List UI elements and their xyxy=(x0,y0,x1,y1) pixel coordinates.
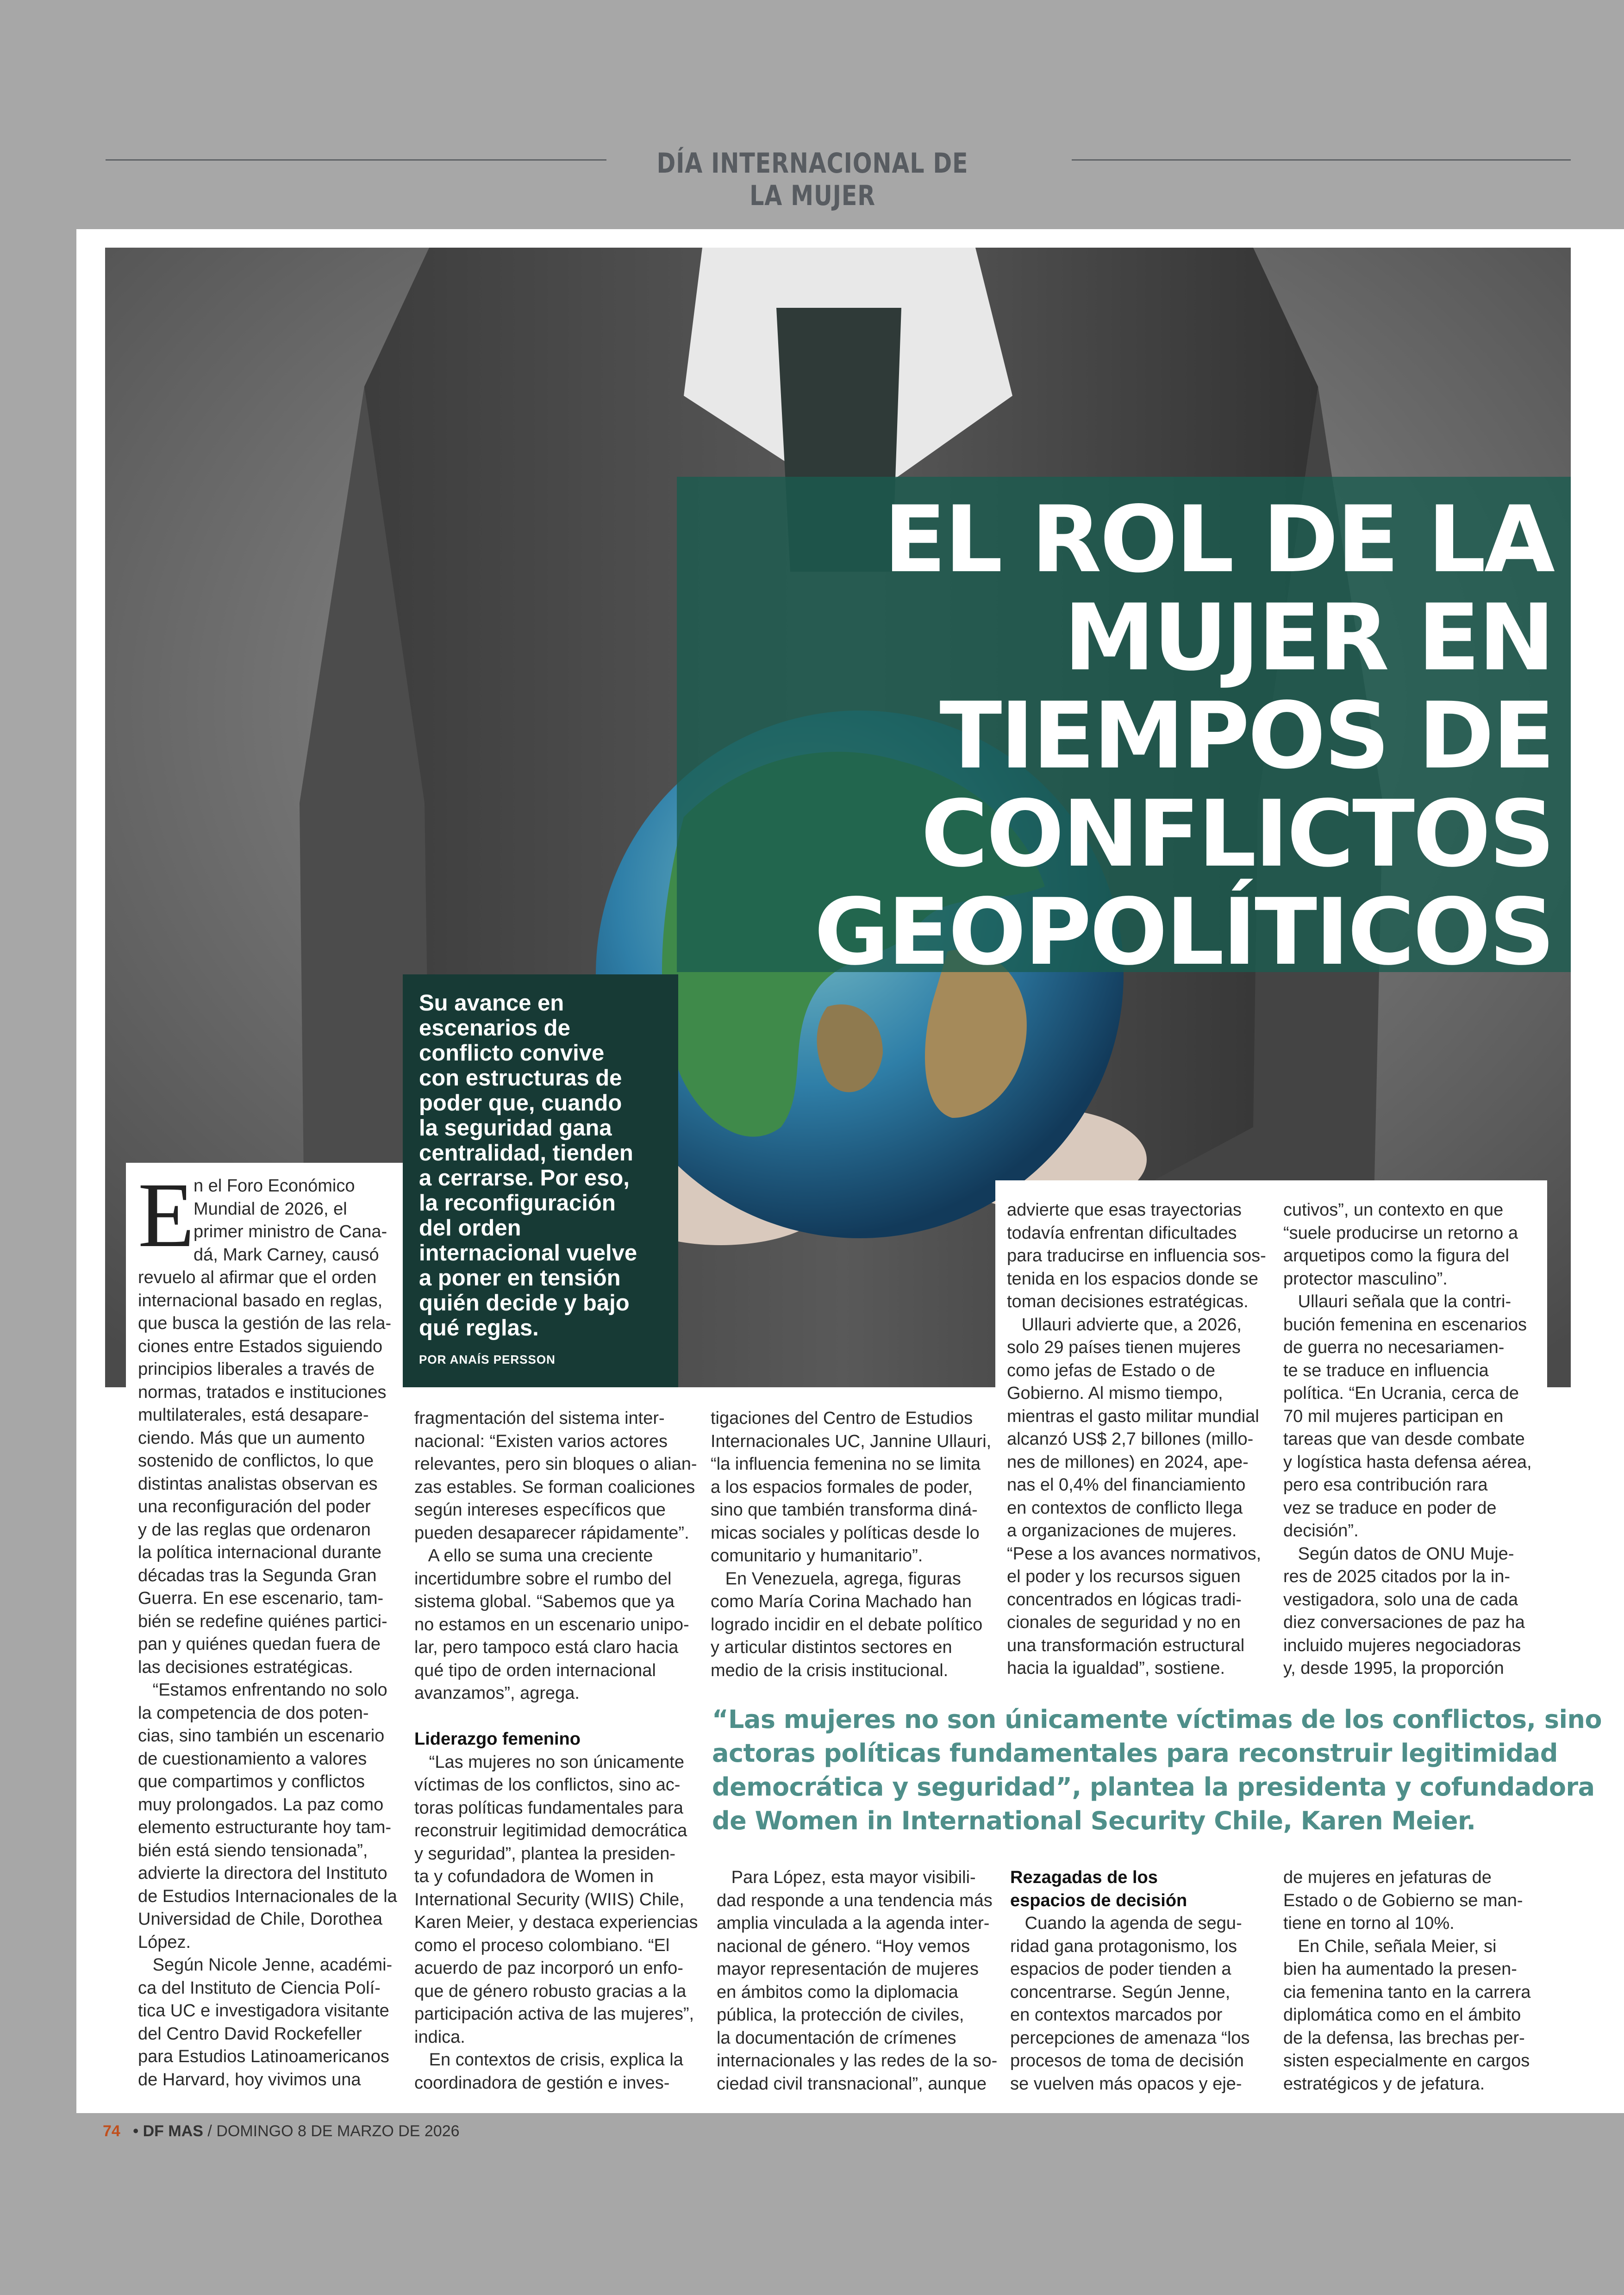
body-line: y de las reglas que ordenaron xyxy=(138,1520,371,1540)
body-line: Según Nicole Jenne, académi- xyxy=(138,1955,393,1975)
deck-line: Su avance en xyxy=(419,991,564,1016)
body-line: nacional: “Existen varios actores xyxy=(414,1431,668,1451)
subheading-rezagadas: espacios de decisión xyxy=(1010,1890,1187,1910)
body-line: del Centro David Rockefeller xyxy=(138,2024,362,2044)
body-column-3-bottom xyxy=(717,1866,998,2095)
body-line: política. “En Ucrania, cerca de xyxy=(1283,1384,1519,1403)
body-line: mayor representación de mujeres xyxy=(717,1959,979,1979)
pull-quote-line: de Women in International Security Chile, Karen Meier. xyxy=(712,1806,1476,1835)
body-line: y logística hasta defensa aérea, xyxy=(1283,1452,1532,1472)
body-line: pública, la protección de civiles, xyxy=(717,2005,964,2025)
body-line: incertidumbre sobre el rumbo del xyxy=(414,1569,672,1589)
drop-cap: E xyxy=(138,1164,195,1266)
body-line: cionales de seguridad y no en xyxy=(1007,1613,1241,1632)
body-line: a los espacios formales de poder, xyxy=(711,1477,973,1497)
body-line: Gobierno. Al mismo tiempo, xyxy=(1007,1384,1223,1403)
deck-line: centralidad, tienden xyxy=(419,1141,633,1166)
deck-line: escenarios de xyxy=(419,1016,570,1041)
body-line: reconstruir legitimidad democrática xyxy=(414,1821,687,1840)
body-column-5-top xyxy=(1283,1199,1543,1680)
body-line: todavía enfrentan dificultades xyxy=(1007,1223,1237,1243)
body-line: en ámbitos como la diplomacia xyxy=(717,1982,958,2002)
body-line: logrado incidir en el debate político xyxy=(711,1615,983,1634)
body-line: Cuando la agenda de segu- xyxy=(1010,1914,1242,1933)
body-line: lar, pero tampoco está claro hacia xyxy=(414,1638,679,1657)
body-column-1 xyxy=(138,1164,397,2091)
body-line: estratégicos y de jefatura. xyxy=(1283,2074,1485,2094)
body-line: diplomática como en el ámbito xyxy=(1283,2005,1521,2025)
body-line: tenida en los espacios donde se xyxy=(1007,1269,1258,1289)
body-line: indica. xyxy=(414,2027,465,2047)
body-line: incluido mujeres negociadoras xyxy=(1283,1635,1521,1655)
body-line: amplia vinculada a la agenda inter- xyxy=(717,1914,990,1933)
body-line: sostenido de conflictos, lo que xyxy=(138,1451,374,1471)
body-column-5-bottom xyxy=(1283,1866,1552,2095)
page-footer xyxy=(103,2122,460,2140)
body-line: En contextos de crisis, explica la xyxy=(414,2050,683,2070)
body-line: International Security (WIIS) Chile, xyxy=(414,1890,684,1909)
body-line: elemento estructurante hoy tam- xyxy=(138,1818,392,1837)
body-line: mientras el gasto militar mundial xyxy=(1007,1406,1259,1426)
body-line: de guerra no necesariamen- xyxy=(1283,1338,1505,1357)
body-line: advierte que esas trayectorias xyxy=(1007,1200,1242,1220)
body-line: En Venezuela, agrega, figuras xyxy=(711,1569,961,1589)
body-line: procesos de toma de decisión xyxy=(1010,2051,1244,2070)
body-line: concentrados en lógicas tradi- xyxy=(1007,1590,1242,1609)
body-line: tareas que van desde combate xyxy=(1283,1429,1525,1449)
body-line: ta y cofundadora de Women in xyxy=(414,1867,654,1886)
body-line: A ello se suma una creciente xyxy=(414,1546,653,1565)
publication-name: • DF MAS xyxy=(133,2122,203,2140)
body-line: distintas analistas observan es xyxy=(138,1474,378,1494)
pull-quote-line: “Las mujeres no son únicamente víctimas de los conflictos, sino xyxy=(712,1705,1602,1734)
body-line: Guerra. En ese escenario, tam- xyxy=(138,1589,384,1608)
body-line: en contextos marcados por xyxy=(1010,2005,1223,2025)
body-column-4-top xyxy=(1007,1199,1271,1680)
body-line: y, desde 1995, la proporción xyxy=(1283,1659,1504,1678)
deck-line: internacional vuelve xyxy=(419,1241,637,1266)
headline-line: EL ROL DE LA xyxy=(883,486,1553,593)
deck-line: la seguridad gana xyxy=(419,1116,612,1141)
subheading-liderazgo: Liderazgo femenino xyxy=(414,1729,581,1749)
body-line: internacionales y las redes de la so- xyxy=(717,2051,998,2070)
body-line: Estado o de Gobierno se man- xyxy=(1283,1890,1523,1910)
body-line: décadas tras la Segunda Gran xyxy=(138,1565,377,1585)
body-line: “Las mujeres no son únicamente xyxy=(414,1752,684,1772)
body-line: de Harvard, hoy vivimos una xyxy=(138,2070,361,2089)
body-line: qué tipo de orden internacional xyxy=(414,1660,656,1680)
body-line: en contextos de conflicto llega xyxy=(1007,1498,1243,1518)
body-line: una reconfiguración del poder xyxy=(138,1497,371,1516)
body-line: micas sociales y políticas desde lo xyxy=(711,1523,980,1543)
body-line: Para López, esta mayor visibili- xyxy=(717,1868,976,1887)
body-line: según intereses específicos que xyxy=(414,1500,666,1520)
body-line: de mujeres en jefaturas de xyxy=(1283,1868,1492,1887)
body-line: percepciones de amenaza “los xyxy=(1010,2028,1250,2048)
body-line: y articular distintos sectores en xyxy=(711,1638,952,1657)
deck-line: del orden xyxy=(419,1216,521,1241)
body-line: 70 mil mujeres participan en xyxy=(1283,1406,1504,1426)
body-line: bien ha aumentado la presen- xyxy=(1283,1959,1517,1979)
body-line: tigaciones del Centro de Estudios xyxy=(711,1409,973,1428)
headline xyxy=(685,486,1553,985)
body-line: la política internacional durante xyxy=(138,1543,382,1562)
body-line: concentrarse. Según Jenne, xyxy=(1010,1982,1230,2002)
deck xyxy=(419,991,669,1341)
body-line: medio de la crisis institucional. xyxy=(711,1660,949,1680)
body-line: como María Corina Machado han xyxy=(711,1592,972,1611)
body-line: Ullauri advierte que, a 2026, xyxy=(1007,1315,1242,1335)
body-line: nas el 0,4% del financiamiento xyxy=(1007,1475,1246,1495)
body-column-4-bottom xyxy=(1010,1866,1269,2095)
body-line: cias, sino también un escenario xyxy=(138,1726,385,1746)
body-line: que busca la gestión de las rela- xyxy=(138,1314,392,1333)
body-line: sino que también transforma diná- xyxy=(711,1500,978,1520)
body-line: hacia la igualdad”, sostiene. xyxy=(1007,1659,1225,1678)
body-line: avanzamos”, agrega. xyxy=(414,1684,580,1703)
body-line: toras políticas fundamentales para xyxy=(414,1798,683,1818)
body-line: primer ministro de Cana- xyxy=(194,1222,387,1241)
body-line: decisión”. xyxy=(1283,1521,1359,1540)
headline-line: CONFLICTOS xyxy=(921,780,1553,887)
body-line: coordinadora de gestión e inves- xyxy=(414,2073,670,2093)
subheading-rezagadas: Rezagadas de los xyxy=(1010,1868,1158,1887)
headline-line: GEOPOLÍTICOS xyxy=(814,879,1553,985)
body-line: ca del Instituto de Ciencia Polí- xyxy=(138,1978,381,1998)
body-line xyxy=(414,1705,692,1728)
pull-quote xyxy=(712,1703,1602,1838)
body-line: toman decisiones estratégicas. xyxy=(1007,1292,1249,1311)
body-line: una transformación estructural xyxy=(1007,1635,1245,1655)
body-line: bién se redefine quiénes partici- xyxy=(138,1611,387,1631)
body-line: solo 29 países tienen mujeres xyxy=(1007,1338,1241,1357)
body-line: ciedad civil transnacional”, aunque xyxy=(717,2074,987,2094)
section-title: DÍA INTERNACIONAL DE LA MUJER xyxy=(656,147,968,212)
body-line: Mundial de 2026, el xyxy=(194,1199,347,1219)
body-line: Según datos de ONU Muje- xyxy=(1283,1544,1514,1564)
body-line: res de 2025 citados por la in- xyxy=(1283,1567,1511,1586)
body-line: para Estudios Latinoamericanos xyxy=(138,2047,389,2066)
deck-line: conflicto convive xyxy=(419,1041,605,1066)
issue-date: DOMINGO 8 DE MARZO DE 2026 xyxy=(216,2122,460,2140)
body-line: protector masculino”. xyxy=(1283,1269,1448,1289)
body-column-3-top xyxy=(711,1407,992,1682)
body-line: Ullauri señala que la contri- xyxy=(1283,1292,1512,1311)
headline-line: TIEMPOS DE xyxy=(939,682,1553,789)
body-line: n el Foro Económico xyxy=(194,1176,355,1196)
body-line: no estamos en un escenario unipo- xyxy=(414,1615,689,1634)
pull-quote-line: actoras políticas fundamentales para reconstruir legitimidad xyxy=(712,1739,1558,1768)
deck-line: la reconfiguración xyxy=(419,1191,616,1216)
body-line: de la defensa, las brechas per- xyxy=(1283,2028,1525,2048)
body-line: “suele producirse un retorno a xyxy=(1283,1223,1518,1243)
body-line: Internacionales UC, Jannine Ullauri, xyxy=(711,1431,992,1451)
deck-line: qué reglas. xyxy=(419,1316,539,1341)
deck-line: a poner en tensión xyxy=(419,1266,621,1291)
deck-line: poder que, cuando xyxy=(419,1091,622,1116)
body-line: vestigadora, solo una de cada xyxy=(1283,1590,1518,1609)
body-line: víctimas de los conflictos, sino ac- xyxy=(414,1775,681,1795)
body-line: López. xyxy=(138,1932,191,1952)
footer-separator: / xyxy=(207,2122,212,2140)
body-line: vez se traduce en poder de xyxy=(1283,1498,1497,1518)
body-line: “Estamos enfrentando no solo xyxy=(138,1680,387,1700)
body-line: se vuelven más opacos y eje- xyxy=(1010,2074,1242,2094)
header-rule-left xyxy=(106,159,606,161)
body-line: de cuestionamiento a valores xyxy=(138,1749,367,1769)
headline-line: MUJER EN xyxy=(1063,584,1553,691)
body-line: ciones entre Estados siguiendo xyxy=(138,1336,383,1356)
body-line: alcanzó US$ 2,7 billones (millo- xyxy=(1007,1429,1254,1449)
body-column-2 xyxy=(414,1407,698,2095)
body-line: normas, tratados e instituciones xyxy=(138,1382,387,1402)
body-line: de Estudios Internacionales de la xyxy=(138,1886,397,1906)
body-line: como jefas de Estado o de xyxy=(1007,1360,1215,1380)
body-line: ciendo. Más que un aumento xyxy=(138,1428,365,1448)
body-line: comunitario y humanitario”. xyxy=(711,1546,923,1565)
header-rule-right xyxy=(1072,159,1571,161)
deck-line: a cerrarse. Por eso, xyxy=(419,1166,630,1191)
body-line: bución femenina en escenarios xyxy=(1283,1315,1527,1335)
body-line: para traducirse en influencia sos- xyxy=(1007,1246,1266,1266)
body-line: te se traduce en influencia xyxy=(1283,1360,1489,1380)
body-line: “la influencia femenina no se limita xyxy=(711,1454,981,1474)
body-line: pueden desaparecer rápidamente”. xyxy=(414,1523,689,1543)
body-line: a organizaciones de mujeres. xyxy=(1007,1521,1237,1540)
body-line: multilaterales, está desaparе- xyxy=(138,1405,369,1425)
body-line: el poder y los recursos siguen xyxy=(1007,1567,1241,1586)
deck-line: con estructuras de xyxy=(419,1066,622,1091)
body-line: pan y quiénes quedan fuera de xyxy=(138,1634,381,1654)
body-line: principios liberales a través de xyxy=(138,1360,375,1379)
body-line: relevantes, pero sin bloques o alian- xyxy=(414,1454,697,1474)
body-line: Karen Meier, y destaca experiencias xyxy=(414,1913,698,1932)
body-line: internacional basado en reglas, xyxy=(138,1291,383,1310)
body-line: fragmentación del sistema inter- xyxy=(414,1409,665,1428)
body-line: dá, Mark Carney, causó xyxy=(194,1245,379,1265)
body-line: tica UC e investigadora visitante xyxy=(138,2001,389,2021)
body-line: acuerdo de paz incorporó un enfo- xyxy=(414,1958,683,1978)
body-line: zas estables. Se forman coaliciones xyxy=(414,1477,695,1497)
body-line: sistema global. “Sabemos que ya xyxy=(414,1592,675,1611)
body-line: Universidad de Chile, Dorothea xyxy=(138,1909,383,1929)
page-number: 74 xyxy=(103,2122,120,2140)
body-line: arquetipos como la figura del xyxy=(1283,1246,1509,1266)
body-line: y seguridad”, plantea la presiden- xyxy=(414,1844,676,1864)
body-line: pero esa contribución rara xyxy=(1283,1475,1488,1495)
body-line: espacios de poder tienden a xyxy=(1010,1959,1231,1979)
byline: POR ANAÍS PERSSON xyxy=(419,1353,556,1366)
body-line: nes de millones) en 2024, ape- xyxy=(1007,1452,1249,1472)
body-line: dad responde a una tendencia más xyxy=(717,1890,993,1910)
body-line: ridad gana protagonismo, los xyxy=(1010,1936,1237,1956)
body-line: cutivos”, un contexto en que xyxy=(1283,1200,1504,1220)
deck-line: quién decide y bajo xyxy=(419,1291,630,1316)
body-line: la documentación de crímenes xyxy=(717,2028,956,2048)
body-line: que de género robusto gracias a la xyxy=(414,1981,687,2001)
body-line: advierte la directora del Instituto xyxy=(138,1864,387,1883)
body-line: revuelo al afirmar que el orden xyxy=(138,1268,377,1287)
body-line: que compartimos y conflictos xyxy=(138,1772,365,1791)
body-line: como el proceso colombiano. “El xyxy=(414,1935,670,1955)
body-line: bién está siendo tensionada”, xyxy=(138,1840,368,1860)
pull-quote-line: democrática y seguridad”, plantea la presidenta y cofundadora xyxy=(712,1772,1595,1802)
body-line: cia femenina tanto en la carrera xyxy=(1283,1982,1531,2002)
body-line: nacional de género. “Hoy vemos xyxy=(717,1936,970,1956)
body-line: diez conversaciones de paz ha xyxy=(1283,1613,1525,1632)
body-line: participación activa de las mujeres”, xyxy=(414,2004,694,2024)
body-line: muy prolongados. La paz como xyxy=(138,1795,384,1815)
body-line: la competencia de dos poten- xyxy=(138,1703,369,1723)
body-line: tiene en torno al 10%. xyxy=(1283,1914,1455,1933)
body-line: En Chile, señala Meier, si xyxy=(1283,1936,1497,1956)
body-line: “Pese a los avances normativos, xyxy=(1007,1544,1262,1564)
body-line: sisten especialmente en cargos xyxy=(1283,2051,1530,2070)
body-line: las decisiones estratégicas. xyxy=(138,1657,353,1677)
